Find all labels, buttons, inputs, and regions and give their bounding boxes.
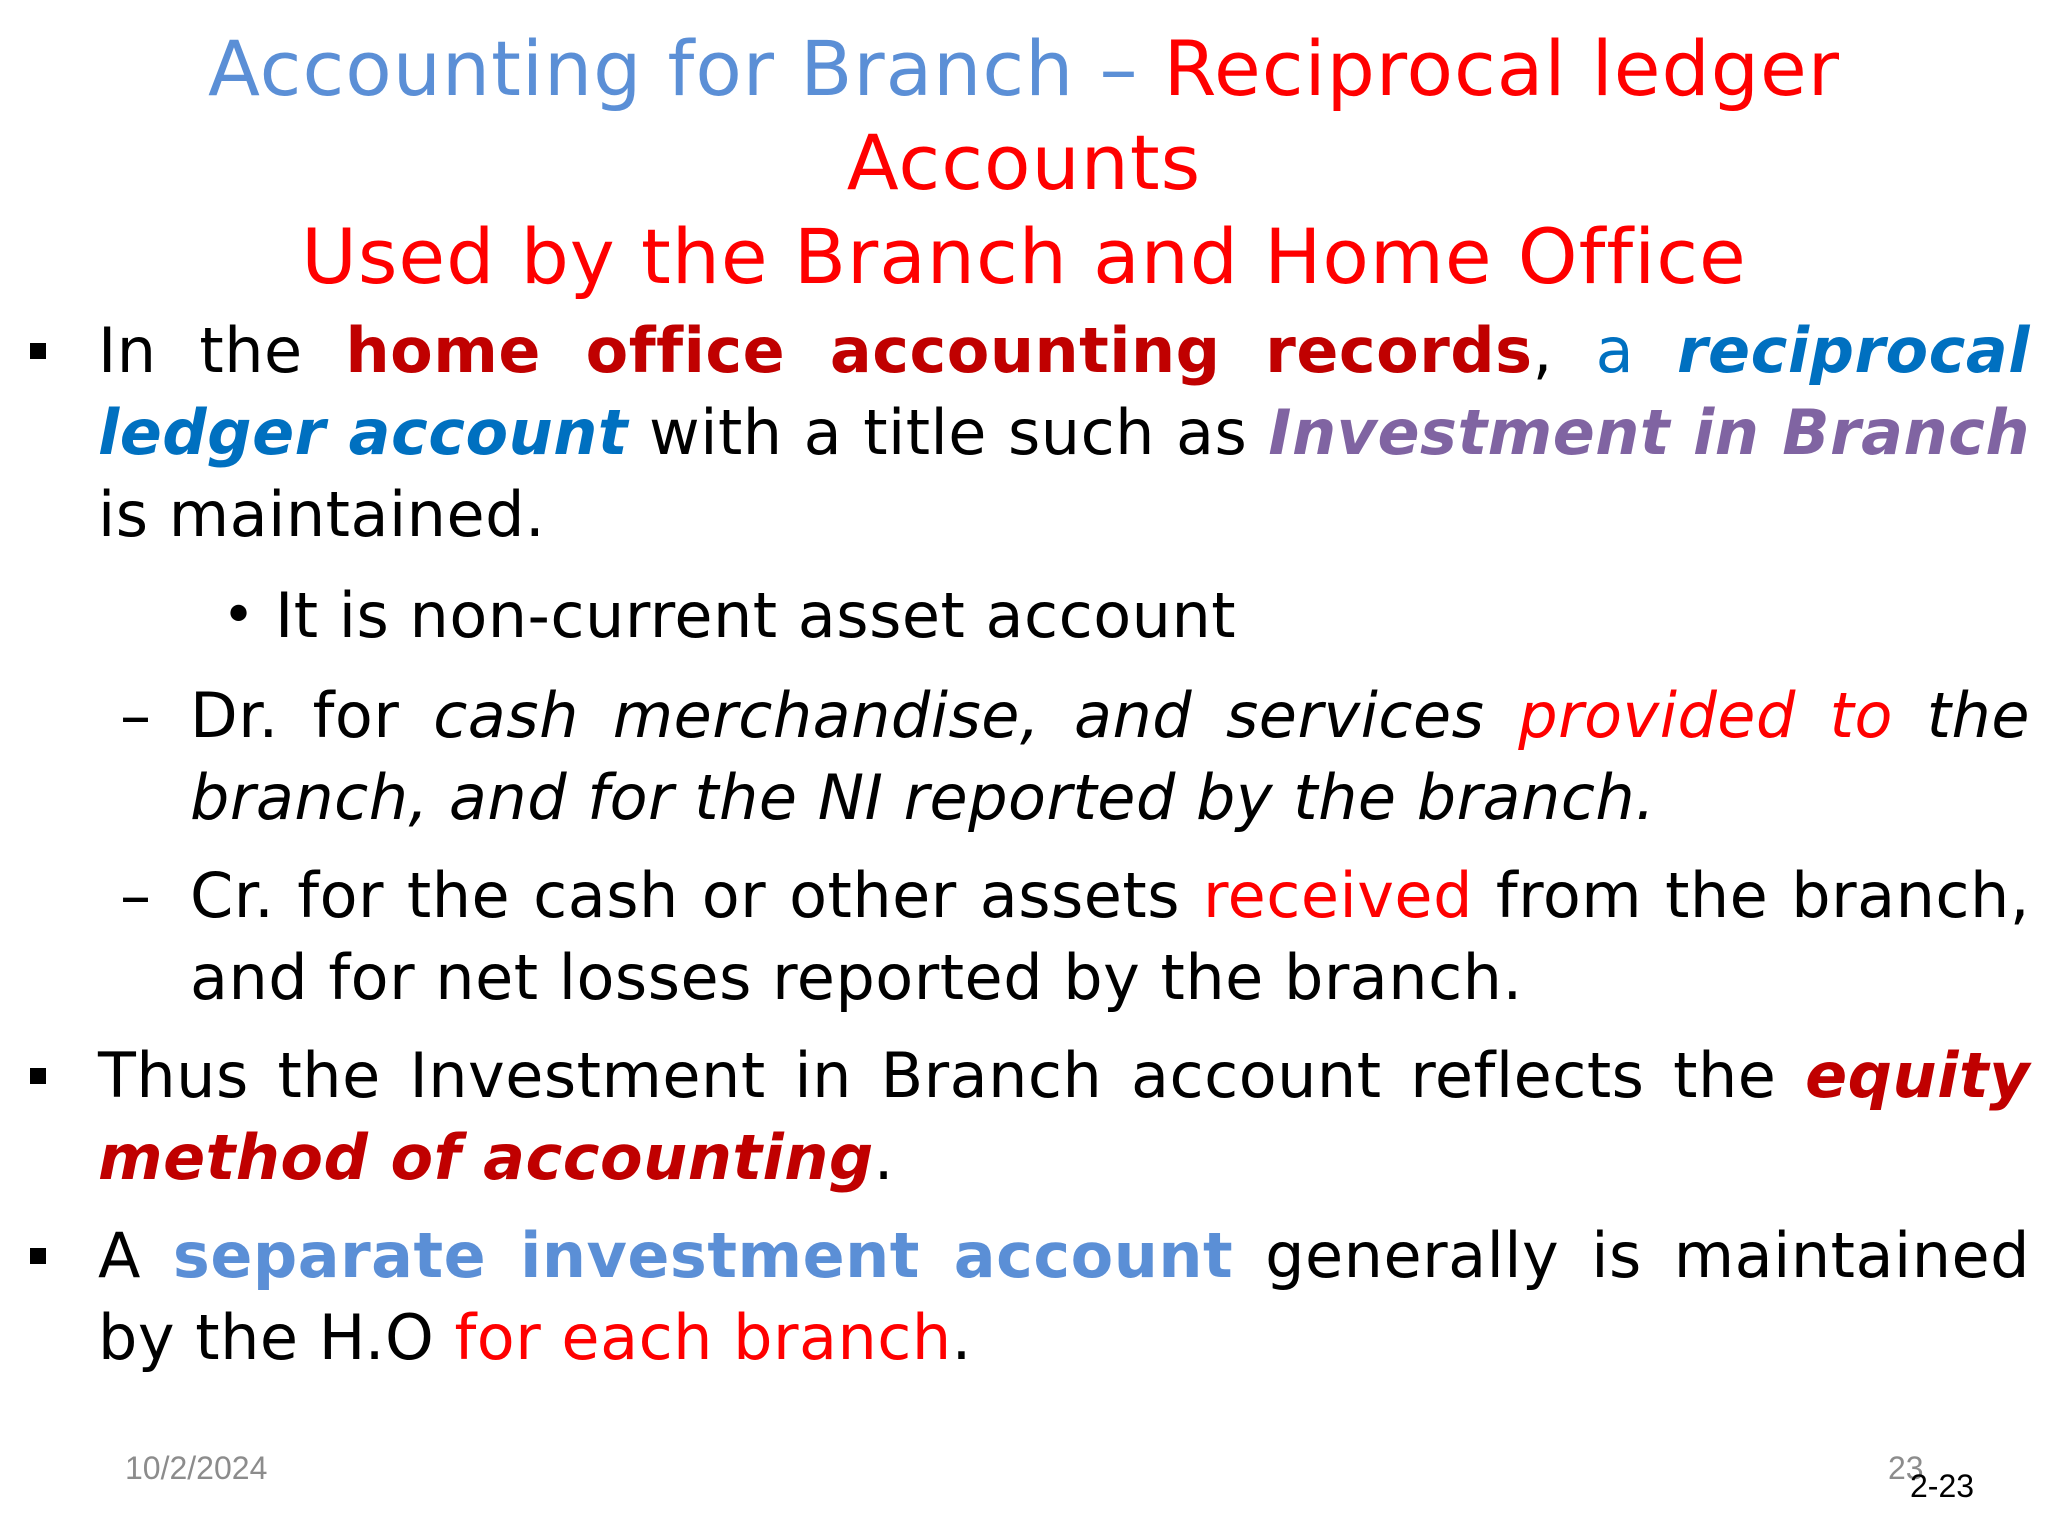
slide-title <box>40 22 2008 304</box>
bullet-3-text <box>98 1215 2030 1379</box>
bullet-square-3 <box>30 1248 46 1264</box>
dr-text-4: the branch, and for the NI reported by the branch. <box>190 679 2030 834</box>
b1-highlight-home-office: home office accounting records <box>345 314 1533 387</box>
dash-cr: – <box>120 859 151 932</box>
bullet-1-text <box>98 310 2030 556</box>
footer-page-number: 23 <box>1888 1450 1924 1486</box>
b3-highlight-separate: separate investment account <box>172 1219 1234 1292</box>
b3-text-1: A <box>98 1219 173 1292</box>
cr-text-1: Cr. for the cash or other assets <box>190 859 1203 932</box>
b3-highlight-each-branch: for each branch <box>454 1301 952 1374</box>
footer-date: 10/2/2024 <box>125 1450 268 1486</box>
title-part2: Reciprocal ledger Accounts <box>846 24 1840 207</box>
dr-text-1: Dr. for <box>190 679 434 752</box>
title-line2: Used by the Branch and Home Office <box>301 212 1747 301</box>
cr-text-3: from the branch, and for net losses reported by the branch. <box>190 859 2030 1014</box>
footer-slide-number: 2-23 <box>1910 1468 1975 1504</box>
bullet-square-1 <box>30 343 46 359</box>
dr-text-2: cash merchandise, and services <box>433 679 1519 752</box>
dash-dr: – <box>120 679 151 752</box>
b1-text-6: with a title such as <box>627 396 1269 469</box>
cr-text <box>190 855 2030 1019</box>
title-part1: Accounting for Branch – <box>208 24 1164 113</box>
b1-highlight-reciprocal: reciprocal ledger account <box>98 314 2030 469</box>
dr-text <box>190 675 2030 839</box>
b1-text-1: In the <box>98 314 346 387</box>
b1-text-3: , <box>1532 314 1596 387</box>
b2-highlight-equity: equity method of accounting <box>98 1039 2030 1194</box>
sub-bullet-dot: • <box>222 583 256 648</box>
b3-text-5: . <box>951 1301 972 1374</box>
bullet-square-2 <box>30 1068 46 1084</box>
sub-bullet-text: It is non-current asset account <box>275 579 1237 652</box>
b1-highlight-investment: Investment in Branch <box>1268 396 2030 469</box>
b2-text-3: . <box>873 1121 894 1194</box>
b1-text-4: a <box>1595 314 1677 387</box>
bullet-2-text <box>98 1035 2030 1199</box>
b2-text-1: Thus the Investment in Branch account reflects the <box>98 1039 1806 1112</box>
b3-text-3: generally is maintained by the H.O <box>98 1219 2031 1374</box>
b1-text-8: is maintained. <box>98 478 546 551</box>
cr-highlight-received: received <box>1203 859 1473 932</box>
dr-highlight-provided: provided to <box>1518 679 1893 752</box>
